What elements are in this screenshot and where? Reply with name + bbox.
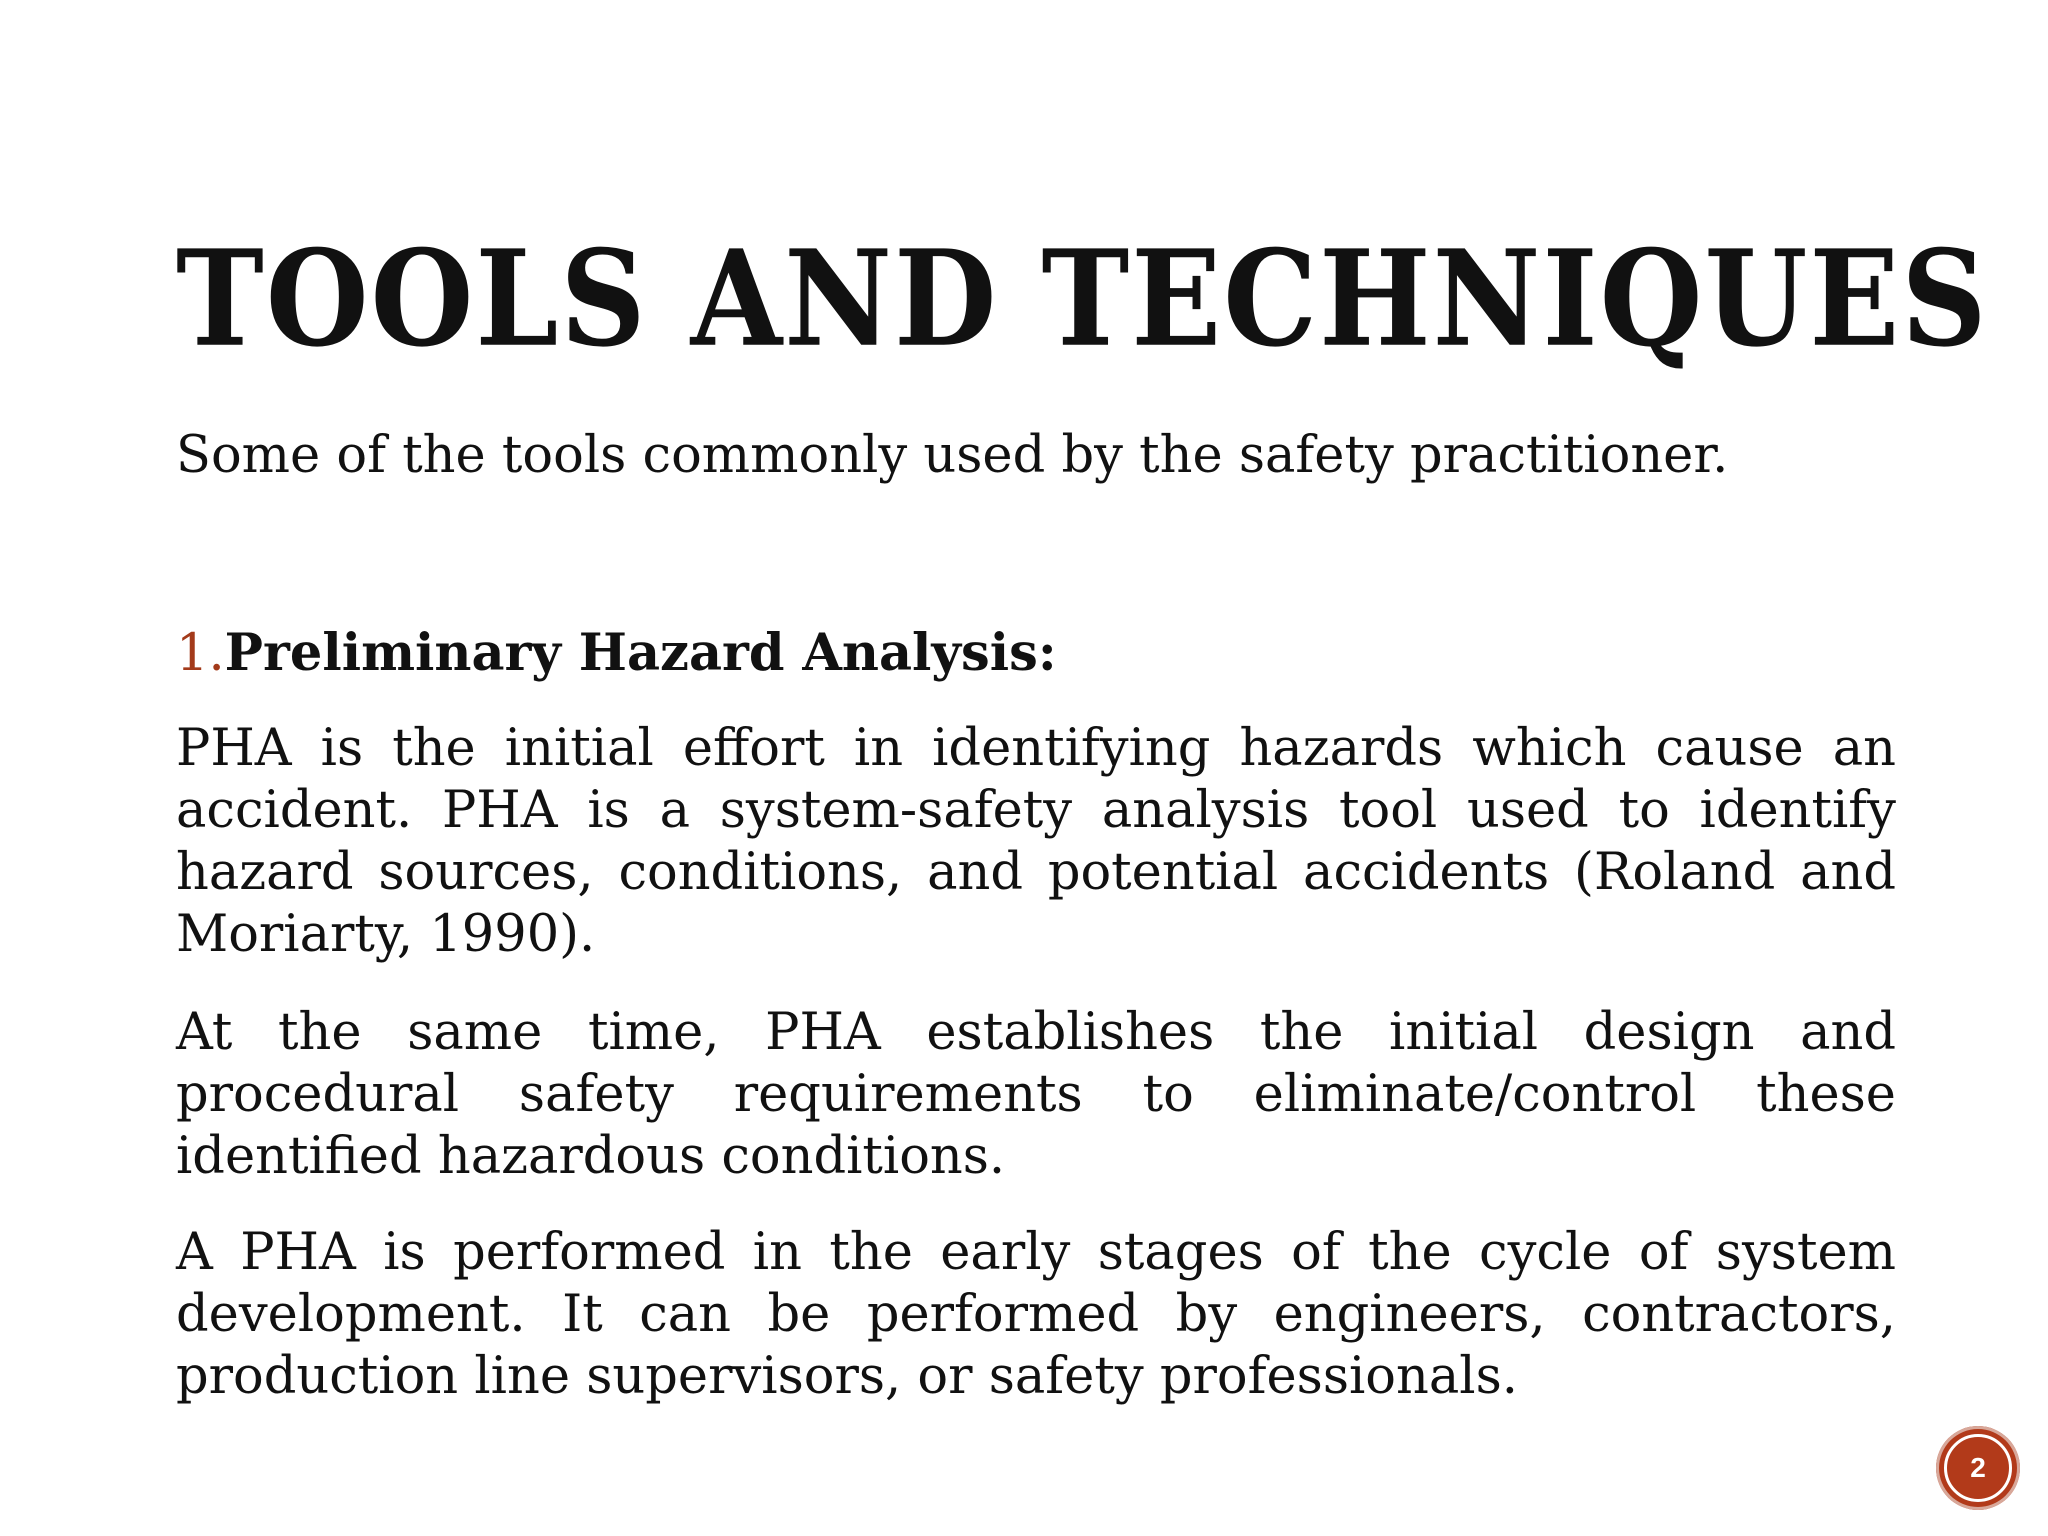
slide-intro: Some of the tools commonly used by the safety practitioner.: [176, 426, 1729, 485]
list-item-number: 1.: [176, 624, 225, 683]
paragraph-pha-performed: A PHA is performed in the early stages of the cycle of system development. It can be performed by engineers, contractors, production line supervisors, or safety professionals.: [176, 1223, 1896, 1406]
paragraph-pha-definition: PHA is the initial effort in identifying hazards which cause an accident. PHA is a system-safety analysis tool used to identify hazard sources, conditions, and potential accidents (Roland and Moriarty, 1990).: [176, 719, 1896, 964]
paragraph-pha-requirements: At the same time, PHA establishes the initial design and procedural safety requirements to eliminate/control these identified hazardous conditions.: [176, 1003, 1896, 1186]
page-number: 2: [1970, 1452, 1986, 1483]
list-item-label: Preliminary Hazard Analysis:: [224, 623, 1057, 683]
page-number-badge: [1936, 1426, 2020, 1510]
list-item-heading: [176, 622, 1057, 685]
slide-title: TOOLS AND TECHNIQUES: [176, 220, 1989, 377]
